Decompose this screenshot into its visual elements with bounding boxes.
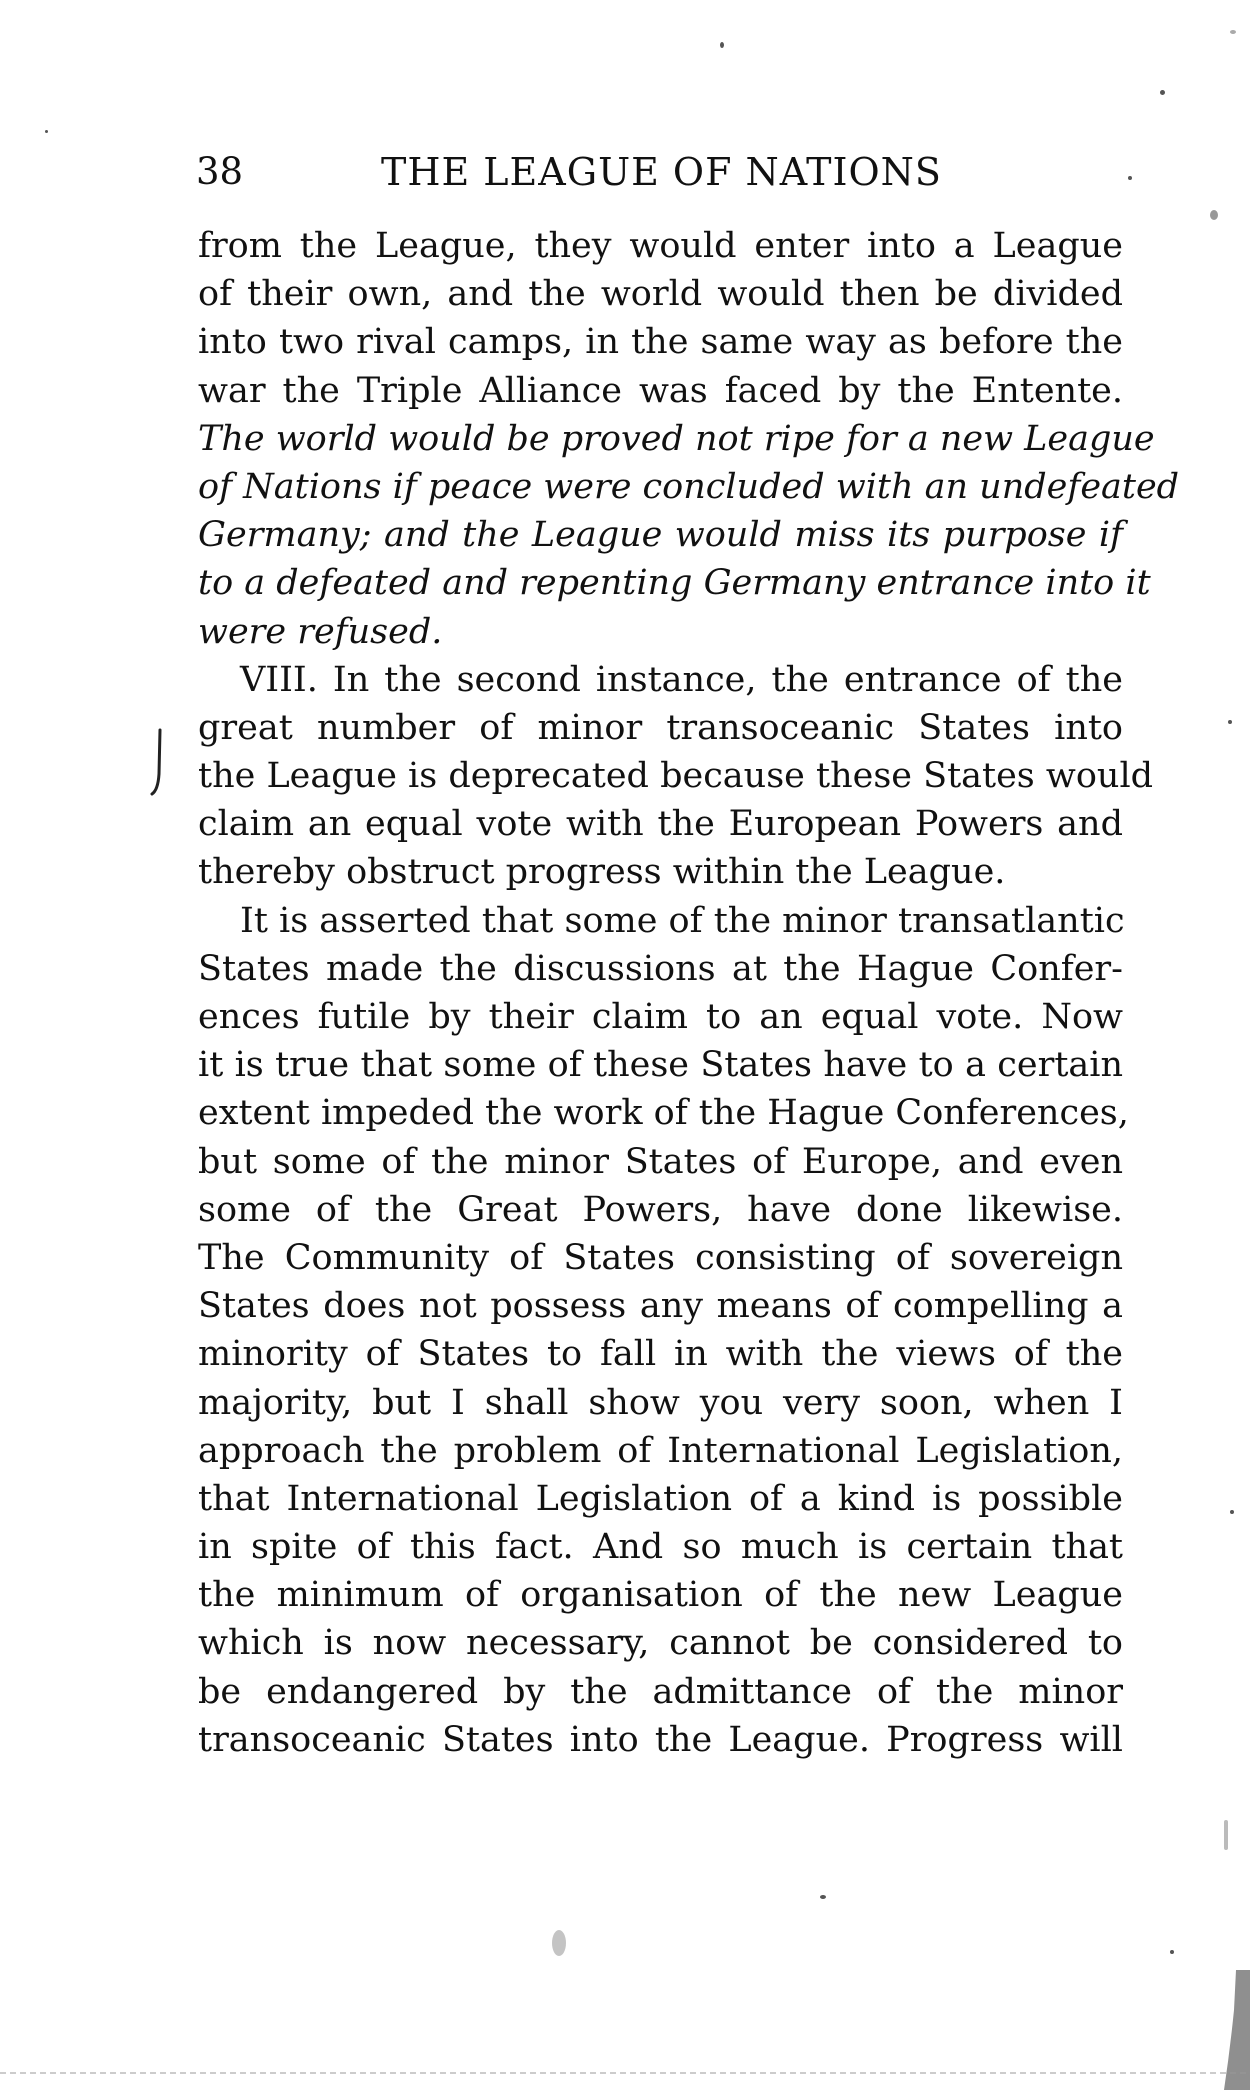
text-line: of their own, and the world would then be divided: [198, 274, 1123, 315]
text-line: from the League, they would enter into a League: [198, 226, 1123, 266]
text-line: the League is deprecated because these States would: [198, 756, 1154, 797]
text-line: ences futile by their claim to an equal vote. Now: [198, 997, 1123, 1037]
scan-speck: [820, 1895, 826, 1899]
text-line: great number of minor transoceanic States into: [198, 707, 1123, 748]
italic-text-line: of Nations if peace were concluded with an undefeated: [198, 466, 1180, 507]
scan-speck: [1228, 720, 1232, 724]
text-line: the minimum of organisation of the new League: [198, 1575, 1123, 1616]
scan-speck: [1230, 30, 1236, 34]
scan-bottom-edge: [0, 2072, 1250, 2074]
scan-speck: [1224, 1820, 1228, 1850]
text-line: be endangered by the admittance of the minor: [198, 1671, 1123, 1712]
scan-speck: [1170, 1950, 1174, 1954]
scan-speck: [720, 42, 724, 48]
text-line: some of the Great Powers, have done likewise.: [198, 1189, 1123, 1230]
scan-speck: [1128, 176, 1132, 180]
paragraph-start-line: It is asserted that some of the minor transatlantic: [240, 900, 1125, 941]
italic-text-line: to a defeated and repenting Germany entrance into it: [198, 563, 1151, 604]
text-line: transoceanic States into the League. Progress will: [198, 1719, 1123, 1760]
text-line: approach the problem of International Legislation,: [198, 1430, 1123, 1471]
text-line: into two rival camps, in the same way as before the: [198, 322, 1123, 363]
text-line: majority, but I shall show you very soon, when I: [198, 1382, 1123, 1423]
italic-text-line: The world would be proved not ripe for a new League: [198, 418, 1155, 459]
running-title: THE LEAGUE OF NATIONS: [381, 150, 942, 194]
text-line: minority of States to fall in with the views of the: [198, 1334, 1123, 1375]
scan-speck: [1210, 210, 1218, 220]
italic-text-line: Germany; and the League would miss its purpose if: [198, 515, 1123, 556]
scan-speck: [45, 130, 48, 133]
body-text: [198, 222, 1180, 1764]
text-line: thereby obstruct progress within the League.: [198, 852, 1006, 893]
pencil-margin-mark-icon: [150, 728, 164, 798]
text-line: it is true that some of these States have to a certain: [198, 1045, 1123, 1086]
italic-text-line: were refused.: [198, 611, 443, 652]
paragraph-start-line: VIII. In the second instance, the entrance of the: [240, 659, 1123, 700]
text-line: States does not possess any means of compelling a: [198, 1286, 1123, 1327]
page-header: [196, 150, 1126, 198]
scan-speck: [552, 1930, 566, 1956]
text-line: States made the discussions at the Hague Confer-: [198, 948, 1123, 989]
text-line: but some of the minor States of Europe, and even: [198, 1141, 1123, 1182]
text-line: The Community of States consisting of sovereign: [198, 1237, 1123, 1278]
text-line: in spite of this fact. And so much is certain that: [198, 1527, 1123, 1568]
text-line: claim an equal vote with the European Powers and: [198, 804, 1123, 845]
text-line: which is now necessary, cannot be considered to: [198, 1623, 1123, 1664]
text-line: war the Triple Alliance was faced by the Entente.: [198, 370, 1123, 411]
scan-speck: [1230, 1510, 1234, 1514]
text-line: that International Legislation of a kind is possible: [198, 1478, 1123, 1519]
scan-speck: [1160, 90, 1165, 95]
page-number: 38: [196, 150, 244, 193]
text-line: extent impeded the work of the Hague Conferences,: [198, 1093, 1129, 1134]
